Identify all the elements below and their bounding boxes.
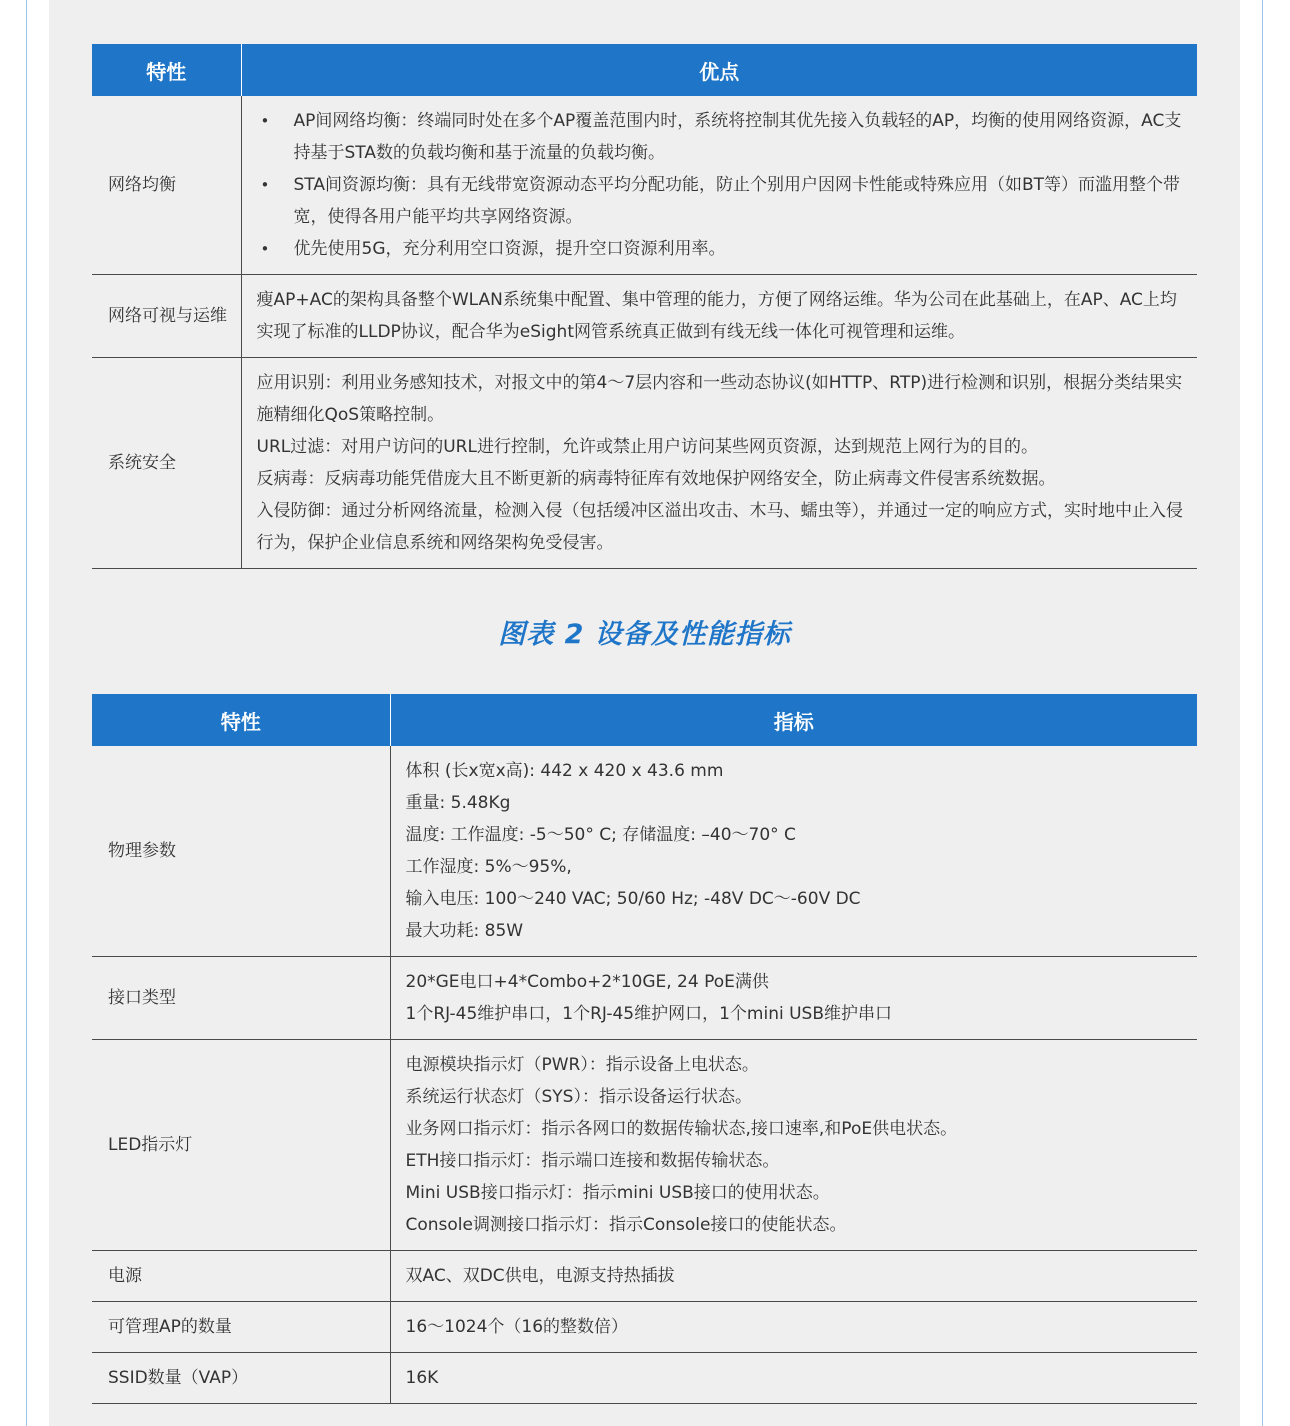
cell-line: 温度: 工作温度: -5～50° C; 存储温度: –40～70° C (405, 825, 796, 845)
table-row (92, 1251, 1197, 1302)
cell-line: 体积 (长x宽x高): 442 x 420 x 43.6 mm (405, 761, 724, 781)
cell-line: 反病毒：反病毒功能凭借庞大且不断更新的病毒特征库有效地保护网络安全，防止病毒文件侵害系统数据。 (256, 469, 1056, 489)
column-header-feature: 特性 (92, 44, 241, 96)
feature-cell: 电源 (92, 1251, 390, 1302)
spec-cell (390, 746, 1197, 957)
right-border-line (1262, 0, 1263, 1426)
spec-cell (390, 1040, 1197, 1251)
table-row (92, 746, 1197, 957)
advantages-table (92, 44, 1197, 569)
cell-line: 重量: 5.48Kg (405, 793, 511, 813)
cell-line: 最大功耗: 85W (405, 921, 524, 941)
cell-line: 工作湿度: 5%～95%, (405, 857, 572, 877)
specifications-table (92, 694, 1197, 1404)
cell-line: 系统运行状态灯（SYS）：指示设备运行状态。 (405, 1087, 752, 1107)
feature-cell: SSID数量（VAP） (92, 1353, 390, 1404)
column-header-feature: 特性 (92, 694, 390, 746)
table-row (92, 1040, 1197, 1251)
feature-cell: 网络均衡 (92, 96, 241, 275)
spec-cell: 16～1024个（16的整数倍） (390, 1302, 1197, 1353)
table-row (92, 1302, 1197, 1353)
feature-cell: 网络可视与运维 (92, 275, 241, 358)
cell-line: 应用识别：利用业务感知技术，对报文中的第4～7层内容和一些动态协议(如HTTP、RTP)进行检测和识别，根据分类结果实施精细化QoS策略控制。 (256, 373, 1183, 425)
table-row (92, 96, 1197, 275)
table-header-row (92, 44, 1197, 96)
table-header-row (92, 694, 1197, 746)
bullet-list (257, 105, 1184, 265)
feature-cell: 接口类型 (92, 957, 390, 1040)
left-border-line (26, 0, 27, 1426)
spec-cell: 16K (390, 1353, 1197, 1404)
table-row (92, 358, 1197, 569)
spec-cell (390, 957, 1197, 1040)
spec-cell: 双AC、双DC供电，电源支持热插拔 (390, 1251, 1197, 1302)
list-item: • 优先使用5G，充分利用空口资源，提升空口资源利用率。 (257, 233, 1184, 265)
feature-cell: LED指示灯 (92, 1040, 390, 1251)
cell-line: URL过滤：对用户访问的URL进行控制，允许或禁止用户访问某些网页资源，达到规范上网行为的目的。 (256, 437, 1038, 457)
figure-title: 图表 2 设备及性能指标 (498, 619, 791, 650)
cell-line: 业务网口指示灯：指示各网口的数据传输状态,接口速率,和PoE供电状态。 (405, 1119, 958, 1139)
feature-cell: 系统安全 (92, 358, 241, 569)
cell-line: 输入电压: 100～240 VAC; 50/60 Hz; -48V DC～-60V DC (405, 889, 861, 909)
advantage-cell: 瘦AP+AC的架构具备整个WLAN系统集中配置、集中管理的能力，方便了网络运维。华为公司在此基础上，在AP、AC上均实现了标准的LLDP协议，配合华为eSight网管系统真正做到有线无线一体化可视管理和运维。 (241, 275, 1197, 358)
cell-line: 1个RJ-45维护串口，1个RJ-45维护网口，1个mini USB维护串口 (405, 1004, 892, 1024)
cell-line: Console调测接口指示灯：指示Console接口的使能状态。 (405, 1215, 847, 1235)
list-item: • AP间网络均衡：终端同时处在多个AP覆盖范围内时，系统将控制其优先接入负载轻的AP，均衡的使用网络资源，AC支持基于STA数的负载均衡和基于流量的负载均衡。 (257, 105, 1184, 169)
cell-line: 20*GE电口+4*Combo+2*10GE, 24 PoE满供 (405, 972, 769, 992)
feature-cell: 可管理AP的数量 (92, 1302, 390, 1353)
advantage-cell (241, 358, 1197, 569)
document-page (49, 0, 1240, 1426)
table-row (92, 1353, 1197, 1404)
list-item: • STA间资源均衡：具有无线带宽资源动态平均分配功能，防止个别用户因网卡性能或特殊应用（如BT等）而滥用整个带宽，使得各用户能平均共享网络资源。 (257, 169, 1184, 233)
column-header-spec: 指标 (390, 694, 1197, 746)
column-header-advantage: 优点 (241, 44, 1197, 96)
advantage-cell (241, 96, 1197, 275)
cell-line: ETH接口指示灯：指示端口连接和数据传输状态。 (405, 1151, 780, 1171)
table-row (92, 275, 1197, 358)
feature-cell: 物理参数 (92, 746, 390, 957)
cell-line: 入侵防御：通过分析网络流量，检测入侵（包括缓冲区溢出攻击、木马、蠕虫等），并通过一定的响应方式，实时地中止入侵行为，保护企业信息系统和网络架构免受侵害。 (256, 501, 1183, 553)
cell-line: Mini USB接口指示灯：指示mini USB接口的使用状态。 (405, 1183, 830, 1203)
cell-line: 电源模块指示灯（PWR）：指示设备上电状态。 (405, 1055, 759, 1075)
table-row (92, 957, 1197, 1040)
